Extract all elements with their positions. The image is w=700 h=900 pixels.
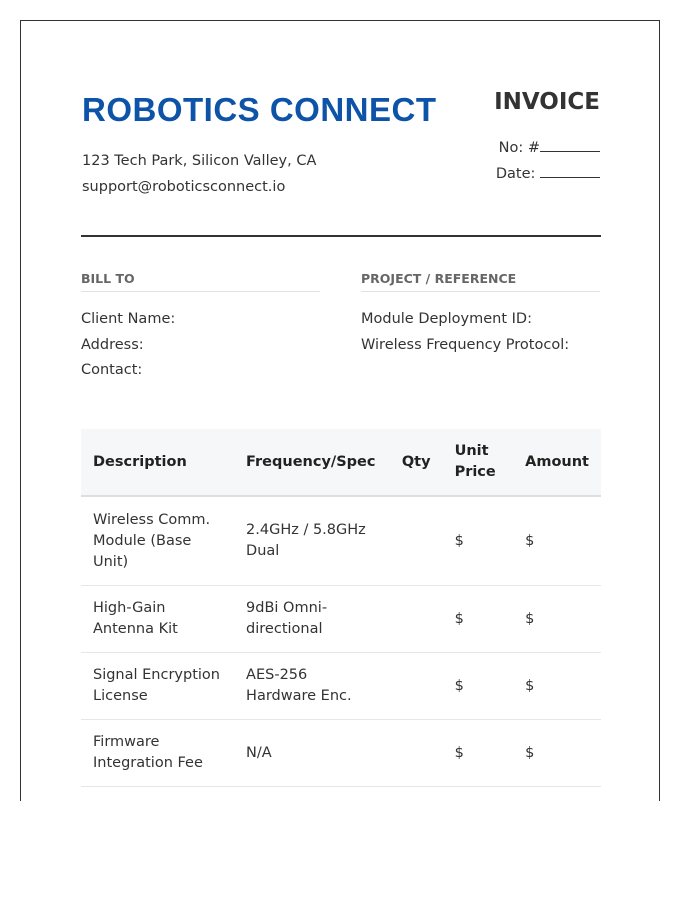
invoice-date-label: Date: — [495, 166, 540, 182]
cell-qty — [390, 653, 443, 720]
table-header-row — [81, 429, 601, 496]
cell-unit-price: $ — [443, 653, 514, 720]
company-name: ROBOTICS CONNECT — [82, 91, 437, 128]
table-row — [81, 653, 601, 720]
cell-spec: N/A — [234, 720, 390, 787]
bill-to-contact: Contact: — [81, 362, 143, 378]
header-description: Description — [81, 429, 234, 496]
cell-qty — [390, 496, 443, 586]
company-address: 123 Tech Park, Silicon Valley, CA — [82, 153, 317, 169]
cell-spec: 9dBi Omni-directional — [234, 586, 390, 653]
invoice-date-blank — [540, 166, 600, 178]
project-module-deployment-id: Module Deployment ID: — [361, 311, 532, 327]
invoice-number-label: No: # — [498, 140, 540, 156]
cell-unit-price: $ — [443, 586, 514, 653]
cell-description: Firmware Integration Fee — [81, 720, 234, 787]
line-items-table — [81, 429, 601, 787]
project-heading: PROJECT / REFERENCE — [361, 271, 600, 292]
invoice-page — [20, 20, 660, 801]
cell-amount: $ — [513, 720, 601, 787]
header-qty: Qty — [390, 429, 443, 496]
cell-description: Wireless Comm. Module (Base Unit) — [81, 496, 234, 586]
table-row — [81, 586, 601, 653]
invoice-number-blank — [540, 140, 600, 152]
cell-spec: AES-256 Hardware Enc. — [234, 653, 390, 720]
cell-description: High-Gain Antenna Kit — [81, 586, 234, 653]
cell-unit-price: $ — [443, 720, 514, 787]
invoice-number-field — [499, 140, 600, 156]
invoice-title: INVOICE — [494, 89, 600, 115]
table-row — [81, 496, 601, 586]
table-row — [81, 720, 601, 787]
cell-qty — [390, 586, 443, 653]
cell-qty — [390, 720, 443, 787]
cell-description: Signal Encryption License — [81, 653, 234, 720]
bill-to-client-name: Client Name: — [81, 311, 176, 327]
header-amount: Amount — [513, 429, 601, 496]
project-wireless-protocol: Wireless Frequency Protocol: — [361, 337, 570, 353]
bill-to-address: Address: — [81, 337, 144, 353]
cell-unit-price: $ — [443, 496, 514, 586]
cell-spec: 2.4GHz / 5.8GHz Dual — [234, 496, 390, 586]
header-divider — [81, 235, 601, 237]
cell-amount: $ — [513, 496, 601, 586]
header-unit-price: Unit Price — [443, 429, 514, 496]
header-frequency-spec: Frequency/Spec — [234, 429, 390, 496]
invoice-date-field — [496, 166, 600, 182]
cell-amount: $ — [513, 586, 601, 653]
company-email: support@roboticsconnect.io — [82, 179, 286, 195]
bill-to-heading: BILL TO — [81, 271, 320, 292]
cell-amount: $ — [513, 653, 601, 720]
